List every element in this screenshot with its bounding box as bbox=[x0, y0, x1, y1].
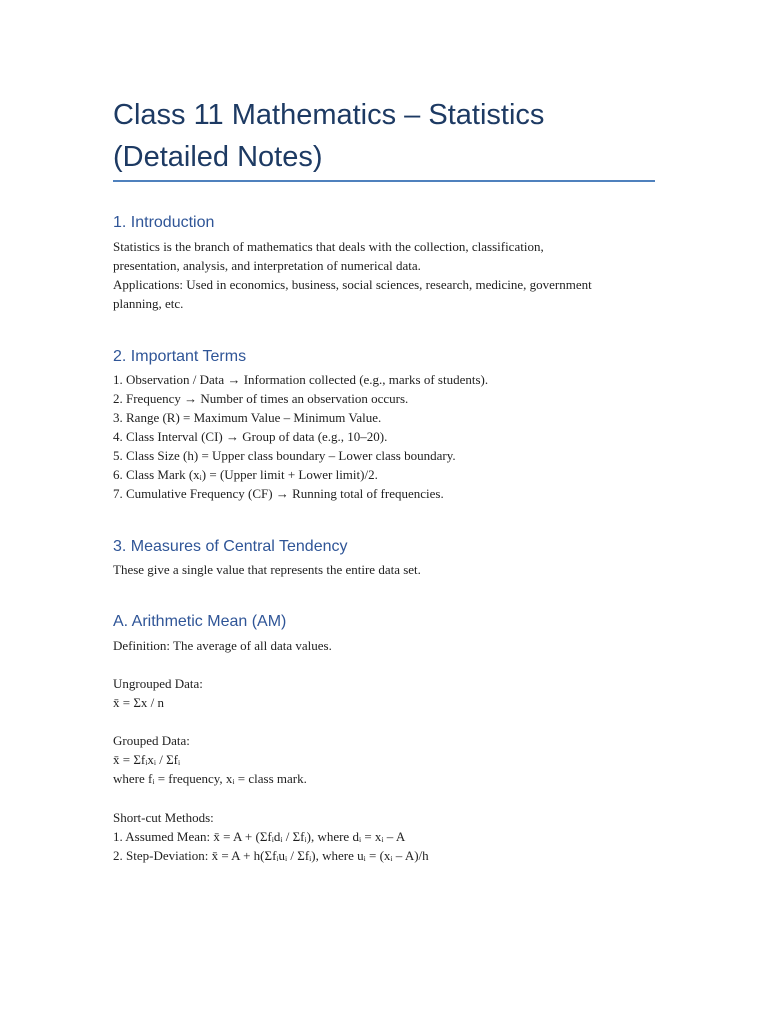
term-list-item: 1. Observation / Data → Information collected (e.g., marks of students). bbox=[113, 372, 489, 387]
term-list-item: 6. Class Mark (xᵢ) = (Upper limit + Lower limit)/2. bbox=[113, 467, 378, 482]
grouped-data-label: Grouped Data: bbox=[113, 733, 190, 748]
central-tendency-text: These give a single value that represents the entire data set. bbox=[113, 562, 421, 577]
introduction-text-line: presentation, analysis, and interpretation of numerical data. bbox=[113, 258, 421, 273]
ungrouped-data-label: Ungrouped Data: bbox=[113, 676, 203, 691]
section-heading-arithmetic-mean: A. Arithmetic Mean (AM) bbox=[113, 613, 287, 630]
grouped-mean-note: where fᵢ = frequency, xᵢ = class mark. bbox=[113, 771, 307, 786]
term-list-item: 5. Class Size (h) = Upper class boundary – Lower class boundary. bbox=[113, 448, 456, 463]
assumed-mean-formula: 1. Assumed Mean: x̄ = A + (Σfᵢdᵢ / Σfᵢ), where dᵢ = xᵢ – A bbox=[113, 829, 406, 844]
introduction-text-line: Statistics is the branch of mathematics that deals with the collection, classification, bbox=[113, 239, 544, 254]
term-list-item: 3. Range (R) = Maximum Value – Minimum Value. bbox=[113, 410, 382, 425]
introduction-applications-line: Applications: Used in economics, business, social sciences, research, medicine, government bbox=[113, 277, 592, 292]
term-list-item: 2. Frequency → Number of times an observation occurs. bbox=[113, 391, 409, 406]
step-deviation-formula: 2. Step-Deviation: x̄ = A + h(Σfᵢuᵢ / Σfᵢ), where uᵢ = (xᵢ – A)/h bbox=[113, 848, 429, 863]
ungrouped-mean-formula: x̄ = Σx / n bbox=[113, 695, 165, 710]
arithmetic-mean-definition: Definition: The average of all data values. bbox=[113, 638, 332, 653]
document-title-line-1: Class 11 Mathematics – Statistics bbox=[113, 99, 545, 131]
section-heading-introduction: 1. Introduction bbox=[113, 214, 215, 231]
shortcut-methods-label: Short-cut Methods: bbox=[113, 810, 214, 825]
section-heading-important-terms: 2. Important Terms bbox=[113, 348, 247, 365]
title-underline-divider bbox=[113, 180, 655, 182]
term-list-item: 4. Class Interval (CI) → Group of data (e.g., 10–20). bbox=[113, 429, 388, 444]
document-title-line-2: (Detailed Notes) bbox=[113, 141, 323, 173]
introduction-applications-line: planning, etc. bbox=[113, 296, 184, 311]
term-list-item: 7. Cumulative Frequency (CF) → Running total of frequencies. bbox=[113, 486, 444, 501]
grouped-mean-formula: x̄ = Σfᵢxᵢ / Σfᵢ bbox=[113, 752, 181, 767]
section-heading-central-tendency: 3. Measures of Central Tendency bbox=[113, 538, 348, 555]
document-title bbox=[113, 94, 658, 178]
